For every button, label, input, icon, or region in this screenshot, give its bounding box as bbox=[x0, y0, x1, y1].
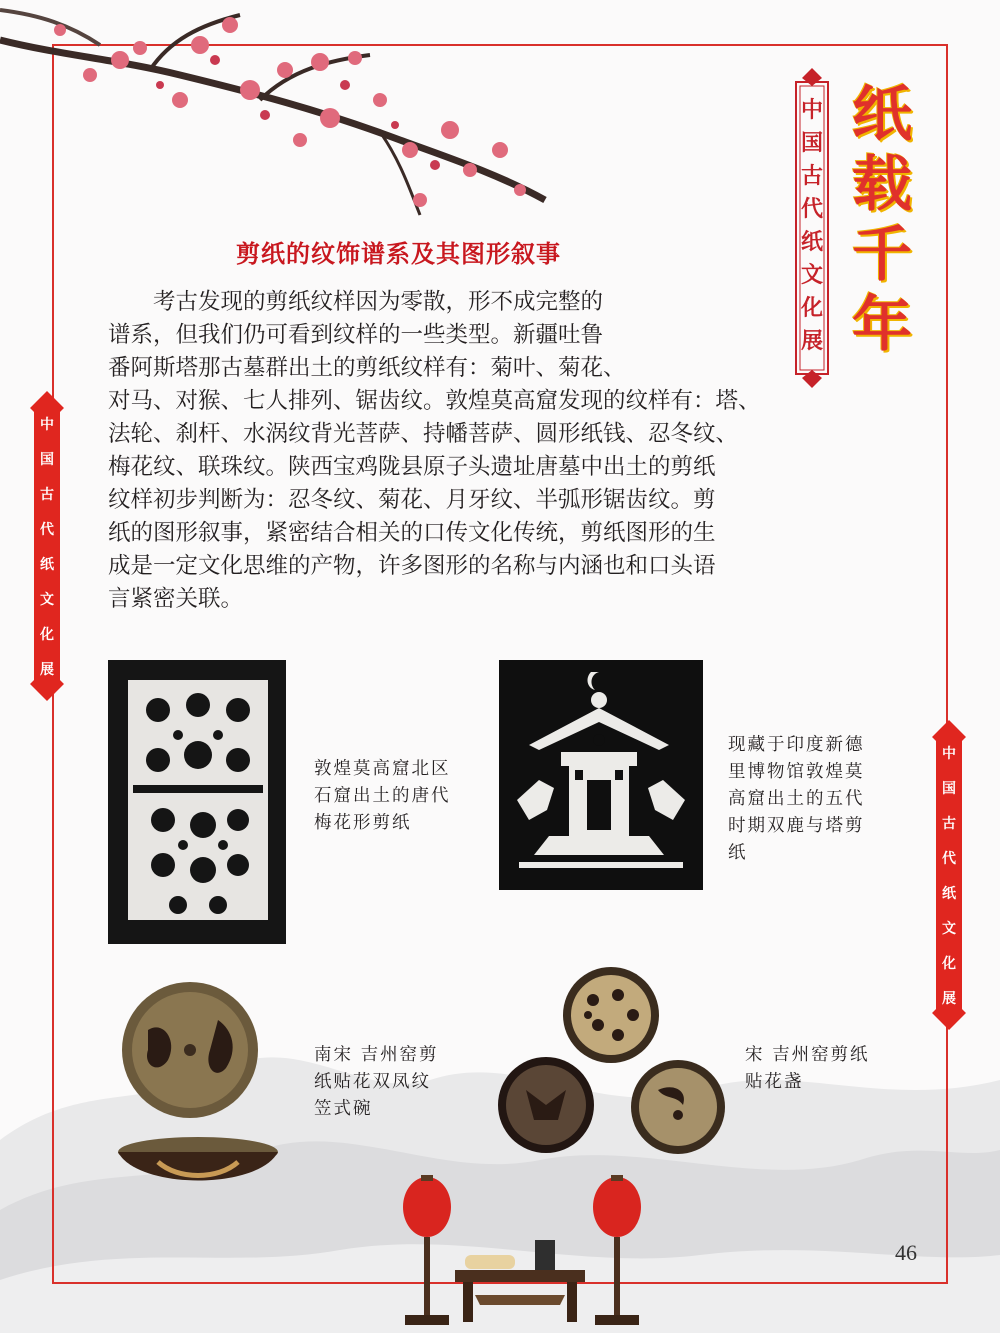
lantern-desk-decoration bbox=[385, 1175, 645, 1333]
title-char: 千 bbox=[852, 220, 912, 290]
banner-char: 中 bbox=[800, 97, 823, 123]
caption-line: 高窟出土的五代 bbox=[728, 789, 865, 809]
tab-char: 古 bbox=[40, 487, 54, 503]
tab-char: 纸 bbox=[40, 557, 54, 573]
figure-caption-3 bbox=[314, 1042, 439, 1123]
body-line: 纹样初步判断为：忍冬纹、菊花、月牙纹、半弧形锯齿纹。剪 bbox=[108, 487, 716, 513]
tab-char: 文 bbox=[40, 592, 54, 608]
body-line: 谱系，但我们仍可看到纹样的一些类型。新疆吐鲁 bbox=[108, 322, 604, 348]
body-line: 考古发现的剪纸纹样因为零散，形不成完整的 bbox=[108, 289, 604, 315]
photo-jizhou-cups bbox=[498, 965, 728, 1165]
plum-blossom-branch bbox=[0, 0, 560, 230]
body-line: 言紧密关联。 bbox=[108, 586, 244, 612]
banner-char: 化 bbox=[800, 295, 823, 321]
figure-caption-2 bbox=[728, 732, 865, 867]
tab-char: 纸 bbox=[942, 886, 956, 902]
title-char: 纸 bbox=[852, 80, 912, 150]
caption-line: 南宋 吉州窑剪 bbox=[314, 1045, 439, 1065]
body-line: 对马、对猴、七人排列、锯齿纹。敦煌莫高窟发现的纹样有：塔、 bbox=[108, 388, 761, 414]
tab-char: 代 bbox=[40, 522, 54, 538]
tab-char: 文 bbox=[942, 921, 956, 937]
caption-line: 笠式碗 bbox=[314, 1099, 373, 1119]
tab-char: 化 bbox=[40, 627, 54, 643]
banner-char: 古 bbox=[800, 163, 823, 189]
tab-char: 中 bbox=[40, 417, 54, 433]
caption-line: 时期双鹿与塔剪 bbox=[728, 816, 865, 836]
photo-deer-pagoda-papercut bbox=[499, 660, 703, 890]
body-line: 番阿斯塔那古墓群出土的剪纸纹样有：菊叶、菊花、 bbox=[108, 355, 626, 381]
title-char: 年 bbox=[852, 290, 912, 360]
tab-char: 古 bbox=[942, 816, 956, 832]
figure-caption-4 bbox=[745, 1042, 870, 1096]
caption-line: 里博物馆敦煌莫 bbox=[728, 762, 865, 782]
body-line: 梅花纹、联珠纹。陕西宝鸡陇县原子头遗址唐墓中出土的剪纸 bbox=[108, 454, 716, 480]
tab-char: 展 bbox=[942, 991, 956, 1007]
photo-jizhou-phoenix-bowl bbox=[108, 980, 288, 1210]
banner-char: 国 bbox=[800, 130, 823, 156]
article-heading: 剪纸的纹饰谱系及其图形叙事 bbox=[236, 240, 561, 268]
right-side-tab bbox=[932, 725, 966, 1035]
papercut-pattern bbox=[499, 660, 703, 890]
left-side-tab bbox=[30, 396, 64, 706]
tab-char: 化 bbox=[942, 956, 956, 972]
page-number: 46 bbox=[895, 1240, 917, 1265]
caption-line: 梅花形剪纸 bbox=[314, 813, 412, 833]
tab-char: 国 bbox=[40, 452, 54, 468]
banner-char: 纸 bbox=[800, 229, 823, 255]
photo-plum-blossom-papercut bbox=[108, 660, 286, 944]
papercut-pattern bbox=[108, 660, 286, 944]
tab-char: 代 bbox=[942, 851, 956, 867]
caption-line: 宋 吉州窑剪纸 bbox=[745, 1045, 870, 1065]
caption-line: 现藏于印度新德 bbox=[728, 735, 865, 755]
caption-line: 纸 bbox=[728, 843, 748, 863]
caption-line: 贴花盏 bbox=[745, 1072, 804, 1092]
title-char: 载 bbox=[852, 150, 912, 220]
tab-char: 国 bbox=[942, 781, 956, 797]
banner-char: 代 bbox=[800, 196, 823, 222]
caption-line: 纸贴花双凤纹 bbox=[314, 1072, 431, 1092]
caption-line: 石窟出土的唐代 bbox=[314, 786, 451, 806]
article-body bbox=[108, 286, 893, 616]
caption-line: 敦煌莫高窟北区 bbox=[314, 759, 451, 779]
body-line: 成是一定文化思维的产物，许多图形的名称与内涵也和口头语 bbox=[108, 553, 716, 579]
tab-char: 展 bbox=[40, 662, 54, 678]
body-line: 纸的图形叙事，紧密结合相关的口传文化传统，剪纸图形的生 bbox=[108, 520, 716, 546]
banner-char: 展 bbox=[800, 328, 823, 354]
figure-caption-1 bbox=[314, 756, 451, 837]
tab-char: 中 bbox=[942, 746, 956, 762]
banner-char: 文 bbox=[800, 262, 823, 288]
body-line: 法轮、刹杆、水涡纹背光菩萨、持幡菩萨、圆形纸钱、忍冬纹、 bbox=[108, 421, 739, 447]
